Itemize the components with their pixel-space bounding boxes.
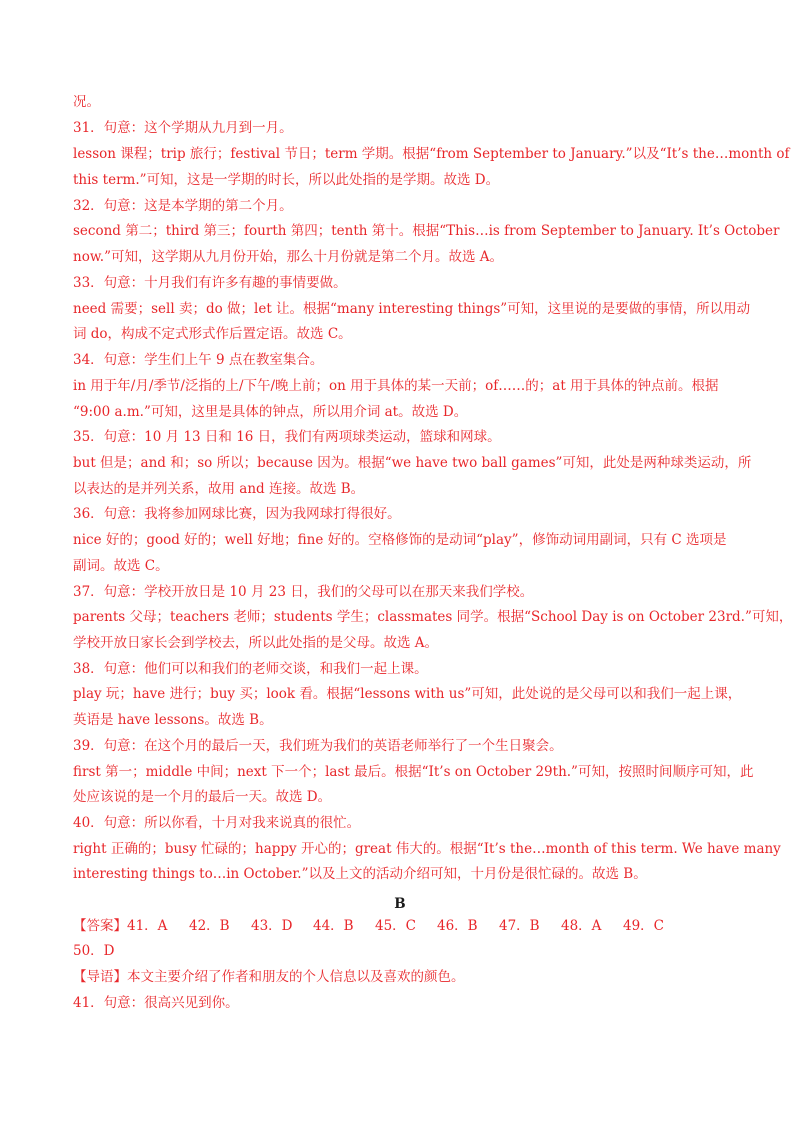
- question-35-explanation: but 但是；and 和；so 所以；because 因为。根据“we have two ball games”可知，此处是两种球类运动，所: [73, 455, 752, 471]
- question-31-explanation: lesson 课程；trip 旅行；festival 节日；term 学期。根据“from September to January.”以及“It’s the…month of: [73, 146, 790, 162]
- question-40-explanation-cont: interesting things to…in October.”以及上文的活动介绍可知，十月份是很忙碌的。故选 B。: [73, 866, 647, 882]
- answer-44: 44．B: [313, 918, 354, 934]
- question-34-meaning: 34．句意：学生们上午 9 点在教室集合。: [73, 352, 324, 368]
- answer-43: 43．D: [251, 918, 293, 934]
- question-31-meaning: 31．句意：这个学期从九月到一月。: [73, 120, 293, 136]
- question-33-explanation: need 需要；sell 卖；do 做；let 让。根据“many interesting things”可知，这里说的是要做的事情，所以用动: [73, 301, 751, 317]
- answer-label: 【答案】: [73, 918, 127, 934]
- question-40-meaning: 40．句意：所以你看，十月对我来说真的很忙。: [73, 815, 361, 831]
- question-39-explanation-cont: 处应该说的是一个月的最后一天。故选 D。: [73, 789, 332, 805]
- question-38-explanation: play 玩；have 进行；buy 买；look 看。根据“lessons with us”可知，此处说的是父母可以和我们一起上课，: [73, 686, 742, 702]
- question-37-meaning: 37．句意：学校开放日是 10 月 23 日，我们的父母可以在那天来我们学校。: [73, 584, 534, 600]
- answer-key-row: [73, 916, 733, 936]
- question-40-explanation: right 正确的；busy 忙碌的；happy 开心的；great 伟大的。根据“It’s the…month of this term. We have many: [73, 841, 781, 857]
- question-36-meaning: 36．句意：我将参加网球比赛，因为我网球打得很好。: [73, 506, 401, 522]
- question-39-meaning: 39．句意：在这个月的最后一天，我们班为我们的英语老师举行了一个生日聚会。: [73, 738, 563, 754]
- question-39-explanation: first 第一；middle 中间；next 下一个；last 最后。根据“It’s on October 29th.”可知，按照时间顺序可知，此: [73, 764, 754, 780]
- question-36-explanation: nice 好的；good 好的；well 好地；fine 好的。空格修饰的是动词“play”，修饰动词用副词，只有 C 选项是: [73, 532, 727, 548]
- answer-41: 41．A: [127, 918, 168, 934]
- question-33-explanation-cont: 词 do，构成不定式形式作后置定语。故选 C。: [73, 326, 352, 342]
- answer-45: 45．C: [375, 918, 417, 934]
- question-38-explanation-cont: 英语是 have lessons。故选 B。: [73, 712, 273, 728]
- question-32-explanation-cont: now.”可知，这学期从九月份开始，那么十月份就是第二个月。故选 A。: [73, 249, 504, 265]
- question-33-meaning: 33．句意：十月我们有许多有趣的事情要做。: [73, 275, 347, 291]
- question-38-meaning: 38．句意：他们可以和我们的老师交谈，和我们一起上课。: [73, 661, 428, 677]
- answer-50: 50．D: [73, 943, 115, 959]
- answer-49: 49．C: [623, 918, 665, 934]
- question-35-meaning: 35．句意：10 月 13 日和 16 日，我们有两项球类运动，篮球和网球。: [73, 429, 501, 445]
- answer-46: 46．B: [437, 918, 478, 934]
- question-34-explanation: in 用于年/月/季节/泛指的上/下午/晚上前；on 用于具体的某一天前；of……的；at 用于具体的钟点前。根据: [73, 378, 719, 394]
- answer-42: 42．B: [189, 918, 230, 934]
- question-35-explanation-cont: 以表达的是并列关系，故用 and 连接。故选 B。: [73, 481, 365, 497]
- question-36-explanation-cont: 副词。故选 C。: [73, 558, 169, 574]
- question-31-explanation-cont: this term.”可知，这是一学期的时长，所以此处指的是学期。故选 D。: [73, 172, 500, 188]
- question-34-explanation-cont: “9:00 a.m.”可知，这里是具体的钟点，所以用介词 at。故选 D。: [73, 404, 468, 420]
- passage-guide: 【导语】本文主要介绍了作者和朋友的个人信息以及喜欢的颜色。: [73, 969, 465, 985]
- answer-48: 48．A: [561, 918, 602, 934]
- question-37-explanation: parents 父母；teachers 老师；students 学生；classmates 同学。根据“School Day is on October 23rd.”可知，: [73, 609, 793, 625]
- question-32-meaning: 32．句意：这是本学期的第二个月。: [73, 198, 293, 214]
- question-41-meaning: 41．句意：很高兴见到你。: [73, 995, 239, 1011]
- section-heading: B: [394, 896, 406, 912]
- answer-47: 47．B: [499, 918, 540, 934]
- text-line: 况。: [73, 94, 100, 110]
- question-37-explanation-cont: 学校开放日家长会到学校去，所以此处指的是父母。故选 A。: [73, 635, 439, 651]
- question-32-explanation: second 第二；third 第三；fourth 第四；tenth 第十。根据“This…is from September to January. It’s October: [73, 223, 780, 239]
